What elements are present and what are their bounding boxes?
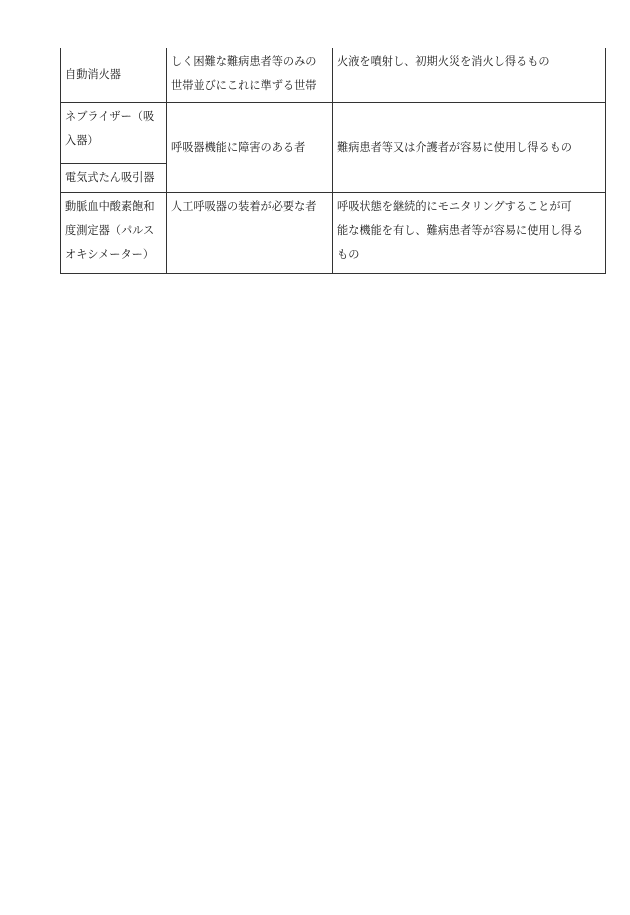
description-text: 難病患者等又は介護者が容易に使用し得るもの [337, 140, 572, 154]
target-text: 呼吸器機能に障害のある者 [171, 140, 306, 154]
description-text: 火液を噴射し、初期火災を消火し得るもの [337, 55, 550, 68]
item-name: 電気式たん吸引器 [65, 171, 155, 184]
equipment-table [60, 48, 606, 274]
table-row [61, 48, 606, 103]
item-cell [61, 193, 167, 274]
target-cell [167, 48, 333, 103]
target-text: しく困難な難病患者等のみの 世帯並びにこれに準ずる世帯 [171, 55, 317, 92]
description-cell [333, 48, 606, 103]
description-cell [333, 103, 606, 193]
item-name: ネブライザー（吸 入器） [65, 110, 155, 147]
item-cell [61, 103, 167, 164]
table-row [61, 103, 606, 164]
description-text: 呼吸状態を継続的にモニタリングすることが可 能な機能を有し、難病患者等が容易に使用し得る もの [337, 200, 584, 261]
description-cell [333, 193, 606, 274]
table-row [61, 193, 606, 274]
item-cell [61, 48, 167, 103]
target-cell [167, 193, 333, 274]
target-cell [167, 103, 333, 193]
target-text: 人工呼吸器の装着が必要な者 [171, 200, 317, 213]
item-cell [61, 164, 167, 193]
item-name: 動脈血中酸素飽和 度測定器（パルス オキシメーター） [65, 200, 155, 261]
item-name: 自動消火器 [65, 68, 121, 81]
